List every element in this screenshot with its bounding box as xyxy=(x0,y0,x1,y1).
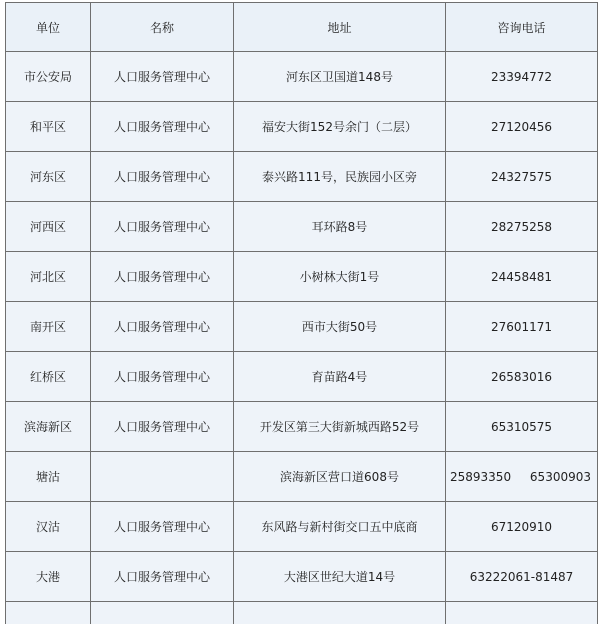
cell-unit: 市公安局 xyxy=(6,52,91,102)
cell-unit xyxy=(6,602,91,624)
table-row xyxy=(6,552,598,602)
cell-address: 开发区第三大街新城西路52号 xyxy=(234,402,446,452)
cell-address: 滨海新区营口道608号 xyxy=(234,452,446,502)
cell-name: 人口服务管理中心 xyxy=(91,302,234,352)
cell-name: 人口服务管理中心 xyxy=(91,152,234,202)
cell-phone: 23394772 xyxy=(446,52,598,102)
table-row-cut-off xyxy=(6,602,598,624)
header-phone: 咨询电话 xyxy=(446,3,598,52)
cell-name: 人口服务管理中心 xyxy=(91,352,234,402)
cell-name: 人口服务管理中心 xyxy=(91,552,234,602)
table-row xyxy=(6,302,598,352)
service-center-table xyxy=(5,2,598,624)
cell-unit: 大港 xyxy=(6,552,91,602)
header-name: 名称 xyxy=(91,3,234,52)
header-unit: 单位 xyxy=(6,3,91,52)
phone-secondary: 65300903 xyxy=(529,469,591,484)
cell-unit: 河东区 xyxy=(6,152,91,202)
table-row xyxy=(6,102,598,152)
cell-address: 育苗路4号 xyxy=(234,352,446,402)
phone-pair xyxy=(448,470,595,484)
cell-unit: 汉沽 xyxy=(6,502,91,552)
table-header-row xyxy=(6,3,598,52)
cell-unit: 红桥区 xyxy=(6,352,91,402)
cell-address: 泰兴路111号，民族园小区旁 xyxy=(234,152,446,202)
cell-phone xyxy=(446,452,598,502)
table-row xyxy=(6,352,598,402)
cell-unit: 和平区 xyxy=(6,102,91,152)
cell-address: 西市大街50号 xyxy=(234,302,446,352)
cell-phone: 26583016 xyxy=(446,352,598,402)
cell-phone xyxy=(446,602,598,624)
cell-phone: 24458481 xyxy=(446,252,598,302)
cell-address: 小树林大街1号 xyxy=(234,252,446,302)
table-row xyxy=(6,502,598,552)
cell-phone: 63222061-81487 xyxy=(446,552,598,602)
cell-unit: 河北区 xyxy=(6,252,91,302)
cell-name xyxy=(91,452,234,502)
cell-phone: 67120910 xyxy=(446,502,598,552)
cell-name: 人口服务管理中心 xyxy=(91,402,234,452)
cell-address: 河东区卫国道148号 xyxy=(234,52,446,102)
cell-name: 人口服务管理中心 xyxy=(91,52,234,102)
cell-unit: 南开区 xyxy=(6,302,91,352)
cell-phone: 27120456 xyxy=(446,102,598,152)
cell-address xyxy=(234,602,446,624)
table-row xyxy=(6,452,598,502)
cell-name: 人口服务管理中心 xyxy=(91,502,234,552)
cell-phone: 27601171 xyxy=(446,302,598,352)
cell-phone: 65310575 xyxy=(446,402,598,452)
cell-name: 人口服务管理中心 xyxy=(91,252,234,302)
cell-unit: 滨海新区 xyxy=(6,402,91,452)
cell-unit: 河西区 xyxy=(6,202,91,252)
cell-name xyxy=(91,602,234,624)
table-row xyxy=(6,152,598,202)
cell-address: 大港区世纪大道14号 xyxy=(234,552,446,602)
cell-name: 人口服务管理中心 xyxy=(91,102,234,152)
cell-phone: 24327575 xyxy=(446,152,598,202)
table-row xyxy=(6,52,598,102)
table-row xyxy=(6,252,598,302)
cell-name: 人口服务管理中心 xyxy=(91,202,234,252)
cell-address: 东风路与新村街交口五中底商 xyxy=(234,502,446,552)
phone-primary: 25893350 xyxy=(450,469,512,484)
cell-address: 耳环路8号 xyxy=(234,202,446,252)
cell-phone: 28275258 xyxy=(446,202,598,252)
cell-unit: 塘沽 xyxy=(6,452,91,502)
table-row xyxy=(6,402,598,452)
cell-address: 福安大街152号余门（二层） xyxy=(234,102,446,152)
header-address: 地址 xyxy=(234,3,446,52)
table-row xyxy=(6,202,598,252)
